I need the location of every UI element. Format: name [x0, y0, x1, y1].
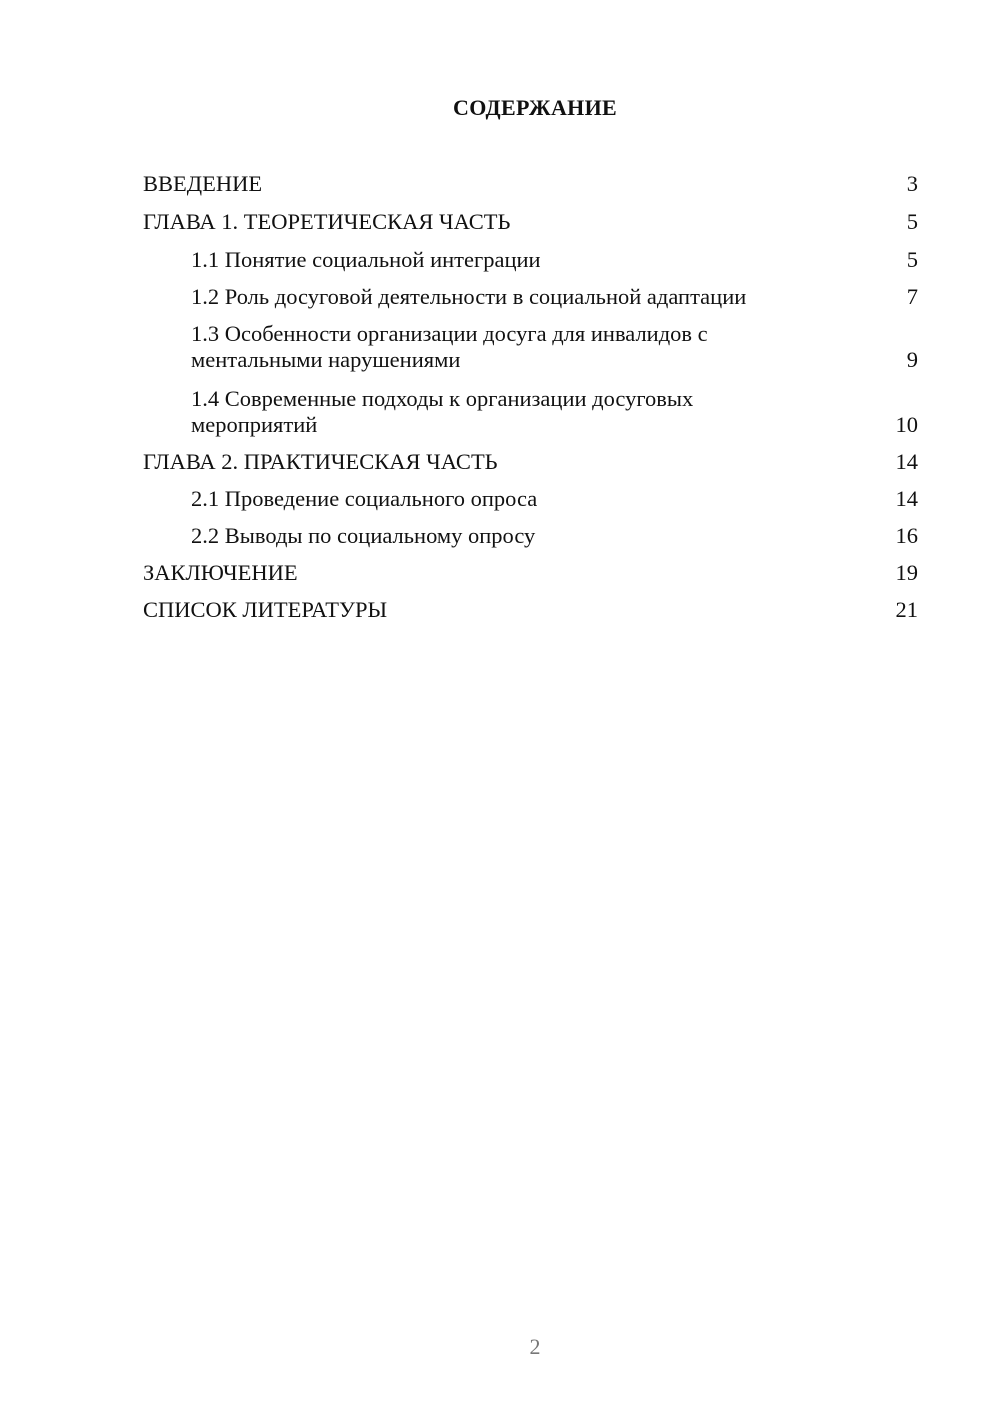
- toc-entry-text: ГЛАВА 1. ТЕОРЕТИЧЕСКАЯ ЧАСТЬ: [143, 209, 511, 234]
- toc-title: СОДЕРЖАНИЕ: [453, 95, 617, 120]
- toc-entry-page: 19: [895, 560, 918, 585]
- toc-entry-text: 1.4 Современные подходы к организации досуговых: [191, 386, 694, 411]
- toc-entry-text: 1.3 Особенности организации досуга для инвалидов с: [191, 321, 708, 346]
- toc-entry-text: ВВЕДЕНИЕ: [143, 171, 263, 196]
- toc-entry-page: 5: [906, 247, 918, 272]
- toc-entry-text: мероприятий: [191, 412, 318, 437]
- toc-entry-text: ЗАКЛЮЧЕНИЕ: [143, 560, 298, 585]
- toc-entry-text: СПИСОК ЛИТЕРАТУРЫ: [143, 597, 388, 622]
- toc-entry-page: 7: [906, 284, 918, 309]
- toc-entry-text: ГЛАВА 2. ПРАКТИЧЕСКАЯ ЧАСТЬ: [143, 449, 498, 474]
- toc-entry-page: 3: [906, 171, 918, 196]
- toc-entry-page: 21: [895, 597, 918, 622]
- toc-entry-text: 2.1 Проведение социального опроса: [191, 486, 538, 511]
- page-number: 2: [529, 1334, 541, 1359]
- toc-entry-text: 1.1 Понятие социальной интеграции: [191, 247, 541, 272]
- toc-entry-text: ментальными нарушениями: [191, 347, 461, 372]
- toc-entry-text: 2.2 Выводы по социальному опросу: [191, 523, 536, 548]
- toc-entry-page: 9: [906, 347, 918, 372]
- toc-entry-page: 16: [895, 523, 918, 548]
- toc-entry-page: 10: [895, 412, 918, 437]
- toc-entry-page: 14: [895, 486, 918, 511]
- toc-entry-page: 14: [895, 449, 918, 474]
- toc-entry-page: 5: [906, 209, 918, 234]
- toc-entry-text: 1.2 Роль досуговой деятельности в социальной адаптации: [191, 284, 747, 309]
